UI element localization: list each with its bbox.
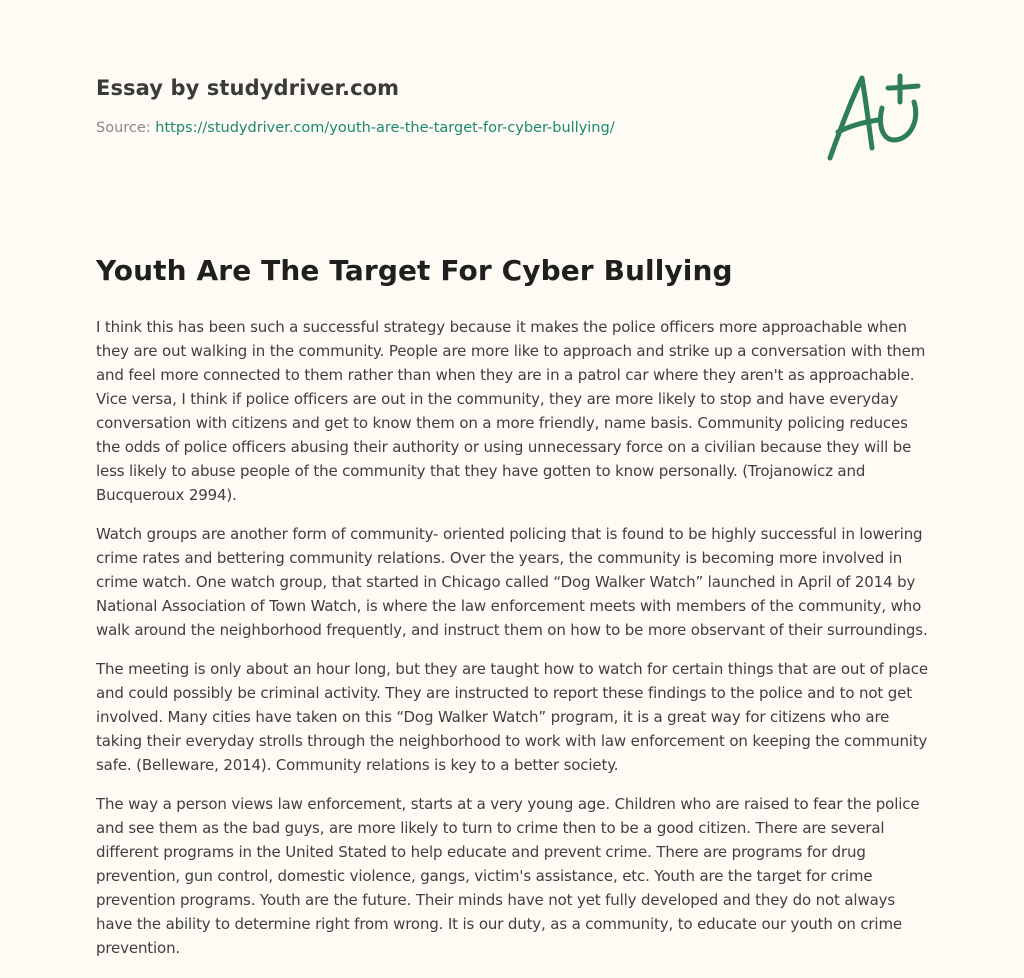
essay-body bbox=[96, 315, 930, 975]
essay-paragraph: Watch groups are another form of community- oriented policing that is found to be highly successful in lowering crime rates and bettering community relations. Over the years, the community is becoming more involved in crime watch. One watch group, that started in Chicago called “Dog Walker Watch” launched in April of 2014 by National Association of Town Watch, is where the law enforcement meets with members of the community, who walk around the neighborhood frequently, and instruct them on how to be more observant of their surroundings. bbox=[96, 525, 928, 639]
essay-paragraph: The way a person views law enforcement, starts at a very young age. Children who are raised to fear the police and see them as the bad guys, are more likely to turn to crime then to be a good citizen. There are several different programs in the United Stated to help educate and prevent crime. There are programs for drug prevention, gun control, domestic violence, gangs, victim's assistance, etc. Youth are the target for crime prevention programs. Youth are the future. Their minds have not yet fully developed and they do not always have the ability to determine right from wrong. It is our duty, as a community, to educate our youth on crime prevention. bbox=[96, 795, 920, 957]
brand-title: Essay by studydriver.com bbox=[96, 76, 400, 100]
a-plus-logo-icon bbox=[822, 68, 928, 164]
source-label: Source: bbox=[96, 120, 156, 136]
source-link[interactable]: https://studydriver.com/youth-are-the-target-for-cyber-bullying/ bbox=[155, 120, 615, 136]
essay-title: Youth Are The Target For Cyber Bullying bbox=[96, 254, 733, 287]
source-line bbox=[96, 120, 796, 136]
essay-header bbox=[96, 76, 796, 136]
essay-paragraph: I think this has been such a successful strategy because it makes the police officers more approachable when they are out walking in the community. People are more like to approach and strike up a conversation with them and feel more connected to them rather than when they are in a patrol car where they aren't as approachable. Vice versa, I think if police officers are out in the community, they are more likely to stop and have everyday conversation with citizens and get to know them on a more friendly, name basis. Community policing reduces the odds of police officers abusing their authority or using unnecessary force on a civilian because they will be less likely to abuse people of the community that they have gotten to know personally. (Trojanowicz and Bucqueroux 2994). bbox=[96, 318, 926, 504]
essay-paragraph: The meeting is only about an hour long, but they are taught how to watch for certain things that are out of place and could possibly be criminal activity. They are instructed to report these findings to the police and to not get involved. Many cities have taken on this “Dog Walker Watch” program, it is a great way for citizens who are taking their everyday strolls through the neighborhood to work with law enforcement on keeping the community safe. (Belleware, 2014). Community relations is key to a better society. bbox=[96, 660, 928, 774]
